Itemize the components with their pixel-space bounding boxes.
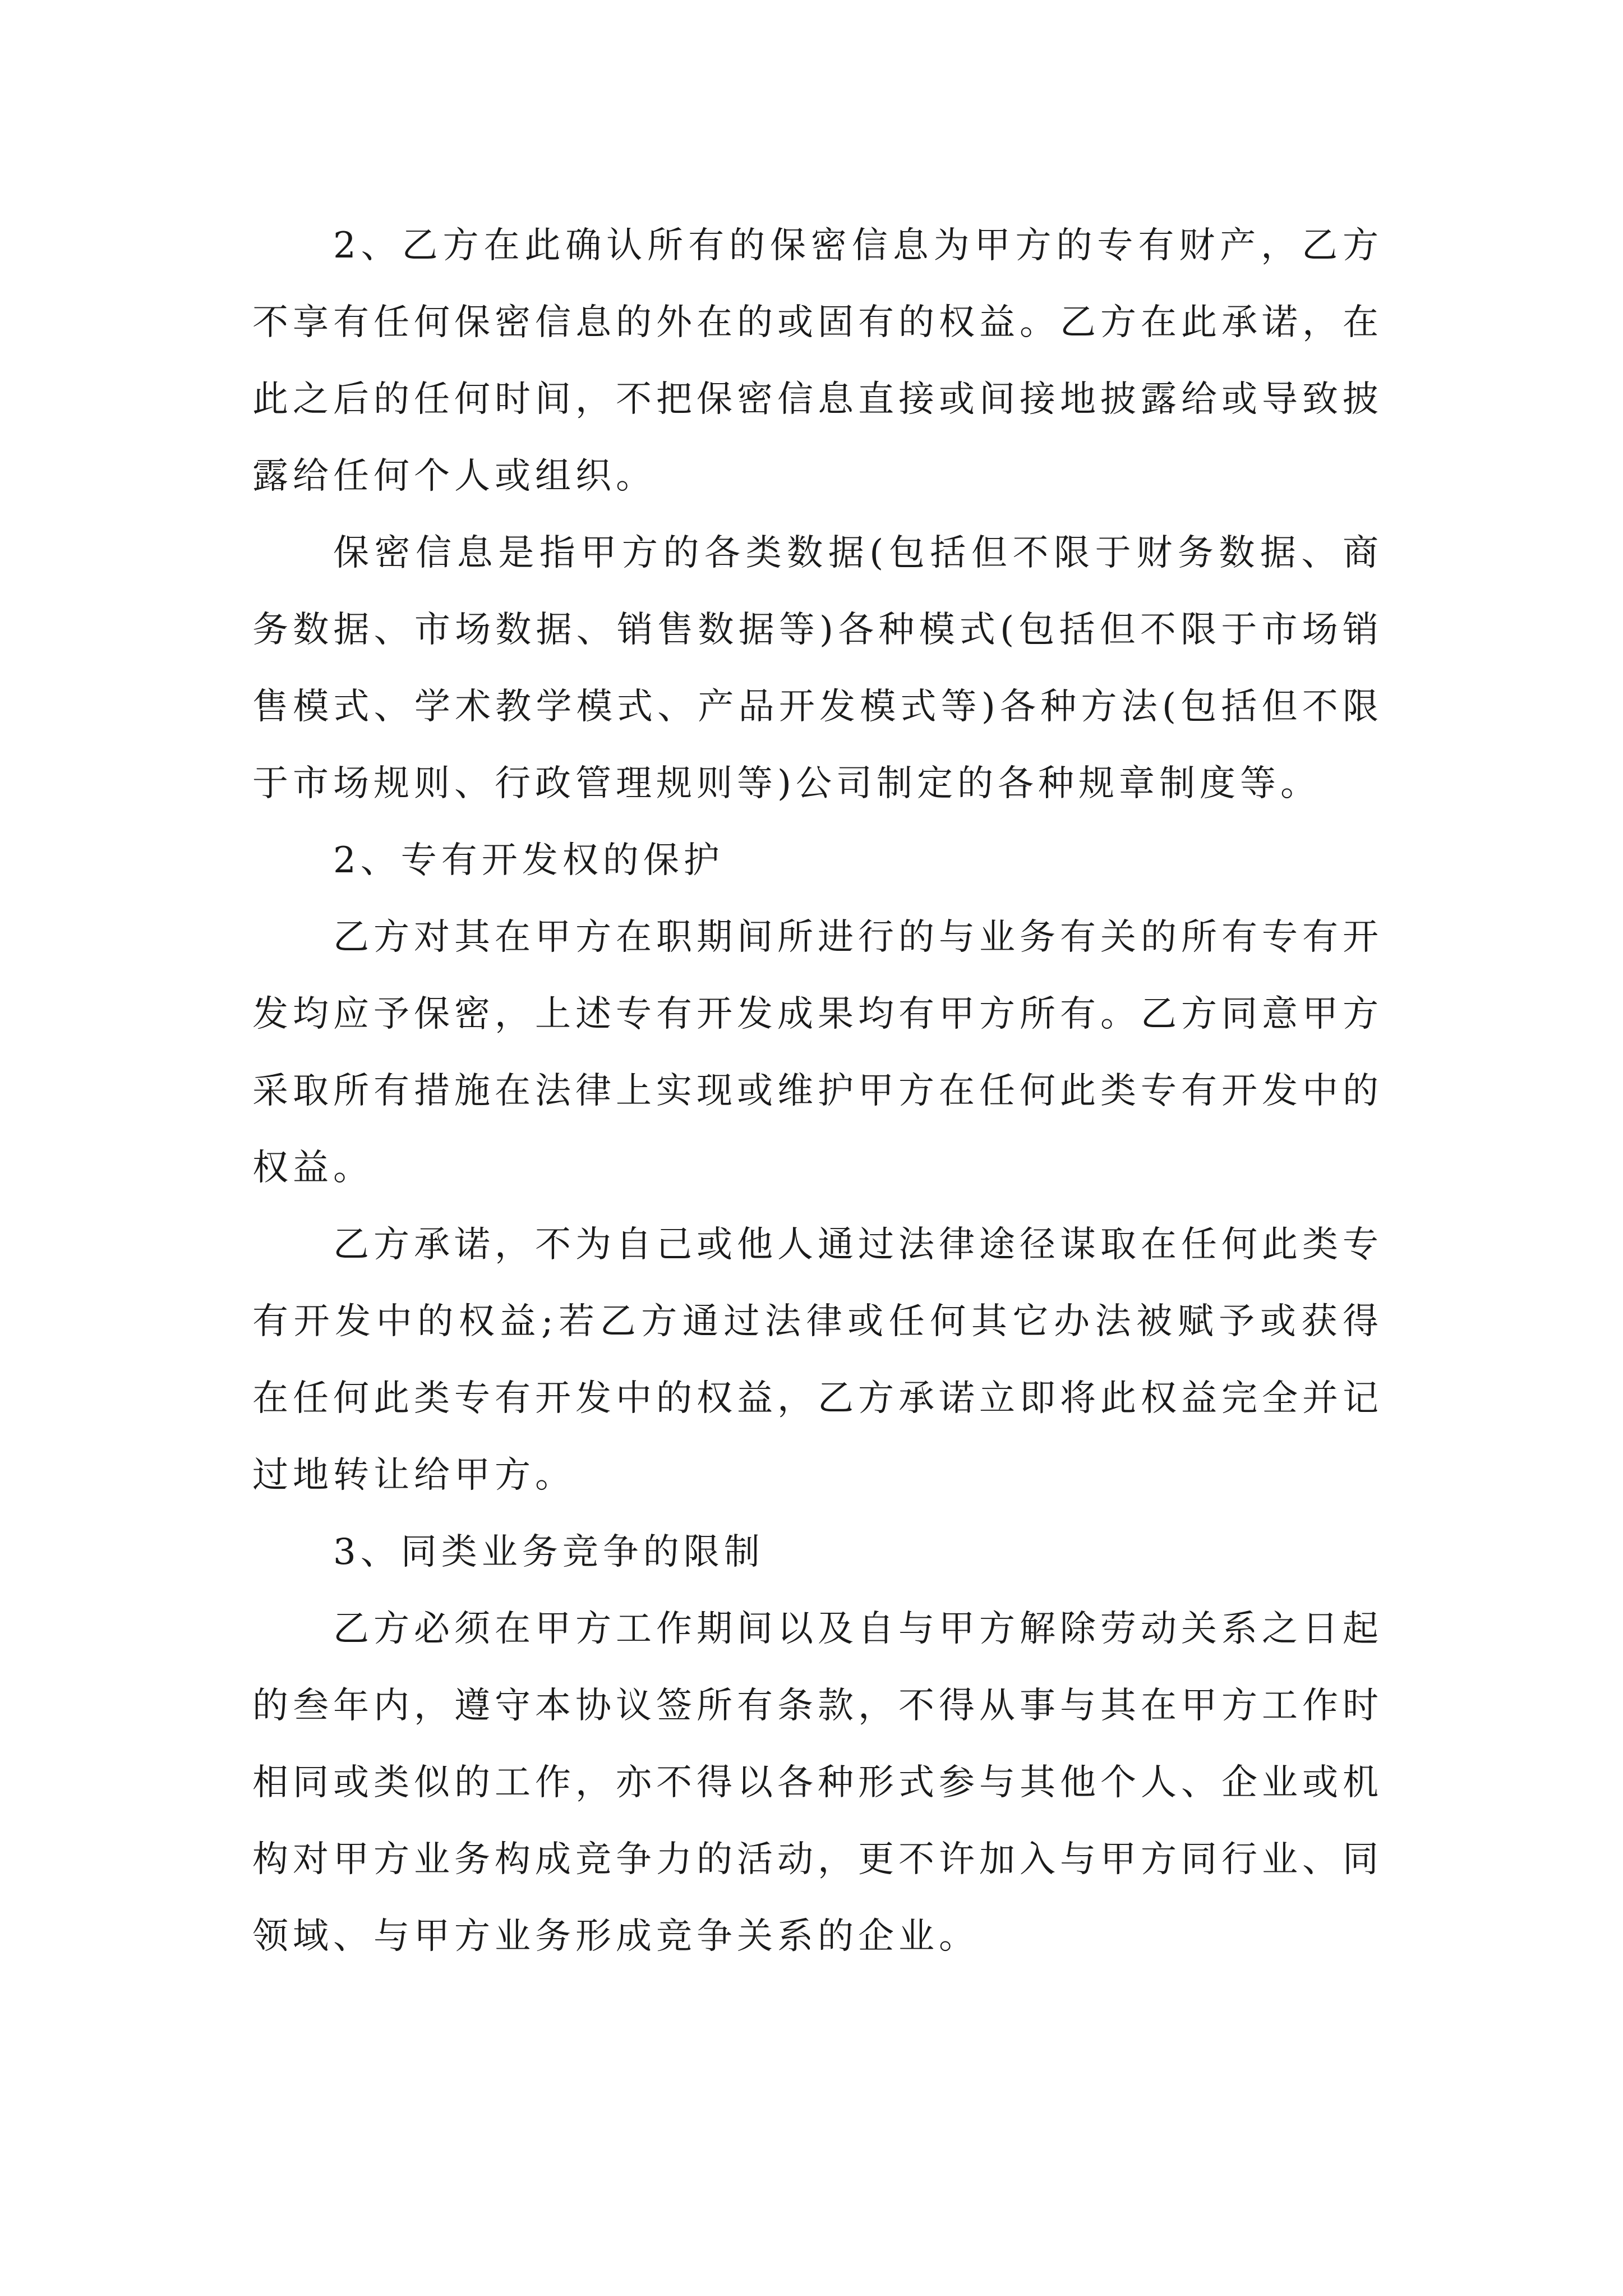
development-rights-paragraph-1: 乙方对其在甲方在职期间所进行的与业务有关的所有专有开发均应予保密，上述专有开发成果均有甲方所有。乙方同意甲方采取所有措施在法律上实现或维护甲方在任何此类专有开发中的权益。 [252, 917, 1383, 1189]
clause-2-confidentiality-paragraph: 2、乙方在此确认所有的保密信息为甲方的专有财产，乙方不享有任何保密信息的外在的或固有的权益。乙方在此承诺，在此之后的任何时间，不把保密信息直接或间接地披露给或导致披露给任何个人或组织。 [252, 225, 1383, 497]
document-body [252, 208, 1383, 1975]
development-rights-paragraph-2: 乙方承诺，不为自己或他人通过法律途径谋取在任何此类专有开发中的权益;若乙方通过法律或任何其它办法被赋予或获得在任何此类专有开发中的权益，乙方承诺立即将此权益完全并记过地转让给甲方。 [252, 1224, 1383, 1496]
section-heading-development-rights: 2、专有开发权的保护 [333, 840, 724, 881]
section-heading-competition-restriction: 3、同类业务竞争的限制 [333, 1531, 764, 1573]
confidential-info-definition-paragraph: 保密信息是指甲方的各类数据(包括但不限于财务数据、商务数据、市场数据、销售数据等)各种模式(包括但不限于市场销售模式、学术教学模式、产品开发模式等)各种方法(包括但不限于市场规则、行政管理规则等)公司制定的各种规章制度等。 [252, 532, 1383, 804]
competition-restriction-paragraph: 乙方必须在甲方工作期间以及自与甲方解除劳动关系之日起的叁年内，遵守本协议签所有条款，不得从事与其在甲方工作时相同或类似的工作，亦不得以各种形式参与其他个人、企业或机构对甲方业务构成竞争力的活动，更不许加入与甲方同行业、同领域、与甲方业务形成竞争关系的企业。 [252, 1608, 1383, 1957]
